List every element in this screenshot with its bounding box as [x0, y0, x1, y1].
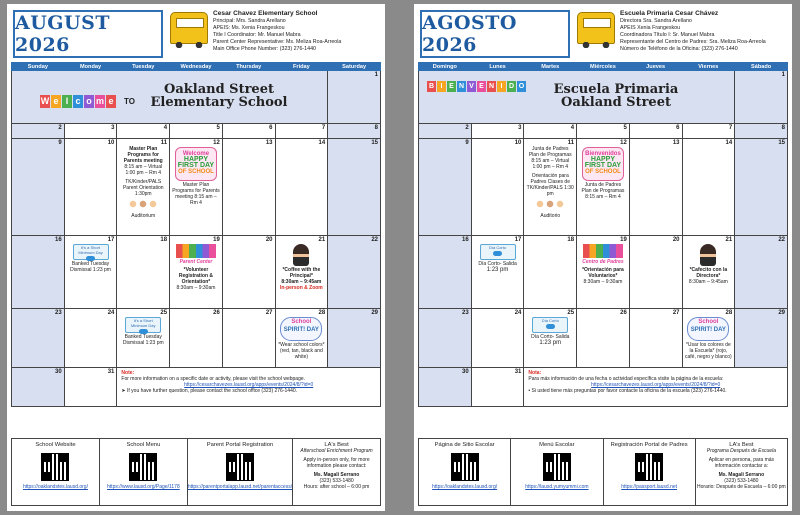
children-icon: [535, 198, 565, 212]
event-time: 8:30am – 9:45am: [281, 279, 322, 285]
spirit-text: SPIRIT! DAY: [690, 327, 726, 333]
day-number: 21: [725, 237, 733, 243]
day-number: 3: [111, 125, 115, 131]
day-cell: [419, 368, 472, 407]
day-cell: [682, 309, 735, 368]
letter-tile: e: [51, 95, 61, 108]
badge-text: HAPPY FIRST DAY: [177, 156, 215, 169]
event-text: Banked Tuesday Dismissal 1:23 pm: [70, 261, 111, 273]
letter-tile: B: [428, 83, 435, 90]
day-number: 15: [371, 140, 378, 146]
bullet-icon: •: [528, 388, 532, 394]
day-cell: [471, 124, 524, 139]
day-number: 8: [374, 125, 378, 131]
day-cell: [328, 71, 381, 124]
day-cell: [275, 236, 328, 309]
day-header: Miércoles: [577, 63, 630, 71]
day-number: 28: [725, 310, 733, 316]
day-cell: [735, 309, 788, 368]
footer-title: LA's Best: [729, 442, 754, 448]
notes-cell: [117, 368, 381, 407]
qr-code-icon: [451, 453, 479, 481]
event-text: Master Plan Programs for Parents meeting 8:15 am – Rm 4: [172, 182, 220, 206]
day-cell: [629, 236, 682, 309]
day-number: 16: [462, 237, 469, 243]
day-cell: [12, 309, 65, 368]
day-cell: [275, 139, 328, 236]
letter-tile: V: [467, 81, 476, 92]
letter-tile: I: [437, 81, 446, 92]
day-number: 14: [725, 140, 733, 146]
day-number: 1: [781, 72, 785, 78]
day-cell: [12, 236, 65, 309]
day-number: 5: [216, 125, 220, 131]
school-info: [620, 10, 790, 53]
logo-text: It's a Short Minimum Day: [78, 245, 103, 255]
qr-code-icon: [226, 453, 254, 481]
day-cell: [524, 124, 577, 139]
qr-code-icon: [635, 453, 663, 481]
day-header: Jueves: [629, 63, 682, 71]
day-number: 27: [672, 310, 680, 316]
welcome-banner-cell: [12, 71, 328, 124]
day-number: 9: [465, 140, 469, 146]
day-cell: [419, 139, 472, 236]
footer-cell: [511, 439, 603, 505]
badge-text: OF SCHOOL: [585, 169, 621, 175]
footer-title: School Menu: [126, 442, 161, 448]
school-bus-icon: [170, 12, 208, 44]
bienvenido-letters: [427, 81, 527, 92]
day-cell: [524, 236, 577, 309]
day-number: 26: [620, 310, 627, 316]
badge-text: Bienvenidos: [585, 151, 621, 157]
day-number: 8: [781, 125, 785, 131]
day-cell: [735, 71, 788, 124]
day-number: 9: [58, 140, 62, 146]
day-cell: [12, 368, 65, 407]
info-line: APEIS Xenia Frangeskou: [620, 24, 681, 31]
contact-phone: (323) 533-1480: [724, 478, 759, 484]
day-number: 23: [55, 310, 62, 316]
day-cell: [328, 309, 381, 368]
day-header: Sunday: [12, 63, 65, 71]
footer-cell-las-best: [696, 439, 787, 505]
footer-title: Registración Portal de Padres: [610, 442, 688, 448]
children-icon: [128, 198, 158, 212]
day-cell: [471, 368, 524, 407]
contact-hours: Horario: Después de Escuela – 6:00 pm: [697, 484, 786, 490]
day-cell: [328, 236, 381, 309]
principal-icon: [700, 244, 716, 266]
event-text: Día Corto- Salida: [531, 334, 570, 340]
spirit-day-icon: [280, 317, 322, 341]
spirit-day-icon: [687, 317, 729, 341]
footer-title: Página de Sitio Escolar: [434, 442, 495, 448]
day-cell: [117, 309, 170, 368]
resource-footer: [11, 438, 381, 506]
day-header: Thursday: [222, 63, 275, 71]
day-number: 7: [321, 125, 326, 131]
letter-tile: O: [518, 83, 525, 90]
logo-text: Día Corto: [541, 318, 559, 323]
calendar-page-spanish: [414, 4, 792, 511]
day-number: 2: [465, 125, 469, 131]
day-cell: [170, 236, 223, 309]
day-number: 12: [213, 140, 220, 146]
day-number: 29: [778, 310, 785, 316]
info-line: Principal: Mrs. Sandra Arellano: [213, 18, 286, 24]
note-text: If you have further question, please contact the school office (323) 276-1440.: [127, 388, 298, 394]
letter-tile: D: [508, 83, 515, 90]
day-number: 12: [620, 140, 627, 146]
day-cell: [170, 139, 223, 236]
day-number: 14: [318, 140, 326, 146]
principal-icon: [293, 244, 309, 266]
footer-cell: [604, 439, 696, 505]
day-number: 25: [160, 310, 168, 316]
letter-tile: e: [106, 95, 116, 108]
badge-text: Welcome: [182, 151, 210, 157]
footer-title: School Website: [35, 442, 76, 448]
qr-code-icon: [543, 453, 571, 481]
footer-link[interactable]: https://parentportalapp.lausd.net/parentaccess/: [187, 484, 293, 490]
footer-body: Aplicar en persona, para más información contactar a:: [708, 457, 775, 469]
event-title: *Volunteer Registration & Orientation*: [178, 267, 214, 285]
day-cell: [577, 309, 630, 368]
day-cell: [64, 139, 117, 236]
day-number: 11: [567, 140, 575, 146]
footer-subtitle: Afterschool Enrichment Program: [300, 448, 373, 454]
day-cell: [222, 236, 275, 309]
welcome-banner-cell: [419, 71, 735, 124]
day-number: 21: [318, 237, 326, 243]
footer-cell: [12, 439, 100, 505]
short-day-logo-icon: [480, 244, 516, 260]
footer-title: Menú Escolar: [539, 442, 575, 448]
letter-tile: N: [488, 83, 495, 90]
logo-text: It's a Short Minimum Day: [131, 318, 156, 328]
calendar-grid: [11, 62, 381, 407]
day-cell: [222, 124, 275, 139]
note-text: Para más información de una fecha o actividad específica visite la página de la escuela:: [528, 376, 724, 382]
footer-title: Parent Portal Registration: [206, 442, 274, 448]
letter-tile: N: [458, 83, 465, 90]
day-cell: [735, 236, 788, 309]
day-number: 16: [55, 237, 62, 243]
day-cell: [170, 124, 223, 139]
day-cell: [577, 124, 630, 139]
note-label: Note:: [121, 370, 135, 376]
footer-subtitle: Programa Después de Escuela: [706, 448, 776, 454]
day-header: Friday: [275, 63, 328, 71]
day-header: Sábado: [735, 63, 788, 71]
info-line: Número de Teléfono de la Oficina: (323) 276-1440: [620, 45, 738, 52]
day-number: 22: [371, 237, 378, 243]
info-line: Title I Coordinator: Mr. Manuel Mabra: [213, 31, 301, 38]
day-cell: [117, 124, 170, 139]
event-text: Master Plan Programs for Parents meeting: [123, 146, 163, 164]
event-title: *Cafecito con la Directora*: [689, 267, 728, 279]
school-events-link[interactable]: https://cesarchavezes.lausd.org/apps/events/2024/8/?id=0: [591, 382, 721, 388]
qr-code-icon: [41, 453, 69, 481]
event-text: Banked Tuesday Dismissal 1:23 pm: [122, 334, 164, 346]
event-text: Orientación para Padres Clases de TK/Kinder/PALS 1:30 pm: [526, 173, 574, 197]
day-cell: [328, 124, 381, 139]
event-text: *Usar los colores de la Escuela* (rojo, café, negro y blanco): [685, 342, 732, 360]
day-cell: [629, 124, 682, 139]
day-number: 27: [265, 310, 273, 316]
letter-tile: E: [447, 81, 456, 92]
day-cell: [419, 309, 472, 368]
day-number: 4: [163, 125, 168, 131]
event-text: Junta de Padres Plan de Programas 8:15 am – Rm 4: [581, 182, 625, 200]
day-cell: [275, 124, 328, 139]
day-number: 6: [269, 125, 273, 131]
day-number: 19: [620, 237, 627, 243]
day-cell: [735, 124, 788, 139]
note-text: For more information on a specific date or activity, please visit the school webpage.: [121, 376, 306, 382]
to-label: TO: [124, 97, 135, 106]
day-number: 30: [55, 369, 62, 375]
day-cell: [328, 139, 381, 236]
day-cell: [471, 236, 524, 309]
spirit-text: School: [698, 319, 719, 325]
calendar-page-english: [7, 4, 385, 511]
day-cell: [64, 236, 117, 309]
month-title: AUGUST 2026: [13, 10, 163, 58]
parent-center-label: Centro de Padres: [582, 259, 624, 265]
day-cell: [629, 139, 682, 236]
footer-cell: [100, 439, 188, 505]
school-name: Cesar Chavez Elementary School: [213, 10, 318, 17]
day-number: 6: [676, 125, 680, 131]
day-number: 13: [265, 140, 273, 146]
day-number: 30: [462, 369, 469, 375]
spirit-text: SPIRIT! DAY: [283, 327, 319, 333]
day-header: Wednesday: [170, 63, 223, 71]
day-cell: [524, 139, 577, 236]
month-title: AGOSTO 2026: [420, 10, 570, 58]
footer-link[interactable]: https://oaklandstes.lausd.org/: [22, 484, 88, 490]
info-line: Coordinadora Título I: Sr. Manuel Mabra: [620, 31, 715, 38]
day-cell: [64, 368, 117, 407]
day-number: 28: [318, 310, 326, 316]
letter-tile: m: [95, 96, 104, 106]
day-cell: [471, 139, 524, 236]
day-header: Viernes: [682, 63, 735, 71]
day-number: 13: [672, 140, 680, 146]
bullet-icon: ➤: [121, 388, 127, 394]
day-cell: [170, 309, 223, 368]
day-cell: [419, 236, 472, 309]
day-number: 31: [107, 369, 115, 375]
day-cell: [682, 139, 735, 236]
day-cell: [419, 124, 472, 139]
letter-tile: E: [477, 81, 486, 92]
event-time: 8:30am – 9:30am: [176, 285, 216, 291]
welcome-banner: [40, 83, 360, 123]
letter-tile: W: [40, 96, 50, 106]
footer-cell: [188, 439, 293, 505]
footer-link[interactable]: https://lausd.yumyummi.com: [525, 484, 589, 490]
event-text: Junta de Padres Plan de Programas 8:15 am – Virtual 1:00 pm – Rm 4: [528, 146, 572, 170]
event-time: 1:23 pm: [486, 267, 509, 273]
day-header: Monday: [64, 63, 117, 71]
info-line: Main Office Phone Number: (323) 276-1440: [213, 45, 316, 52]
short-day-logo-icon: [125, 317, 161, 333]
day-header: Tuesday: [117, 63, 170, 71]
day-number: 23: [462, 310, 469, 316]
letter-tile: c: [73, 95, 83, 108]
school-info: [213, 10, 383, 53]
day-number: 20: [265, 237, 273, 243]
event-text: Día Corto- Salida: [478, 261, 517, 267]
first-day-badge-icon: [582, 147, 624, 181]
day-number: 10: [107, 140, 115, 146]
spirit-text: School: [291, 319, 312, 325]
day-cell: [12, 124, 65, 139]
day-number: 22: [778, 237, 785, 243]
day-header: Lunes: [471, 63, 524, 71]
day-cell: [12, 139, 65, 236]
notes-cell: [524, 368, 788, 407]
footer-cell: [419, 439, 511, 505]
day-number: 29: [371, 310, 378, 316]
footer-title: LA's Best: [324, 442, 349, 448]
day-number: 25: [567, 310, 575, 316]
contact-hours: Hours: after school – 6:00 pm: [303, 484, 370, 490]
day-cell: [117, 139, 170, 236]
calendar-grid: [418, 62, 788, 407]
day-cell: [524, 309, 577, 368]
school-events-link[interactable]: https://cesarchavezes.lausd.org/apps/events/2024/8/?id=0: [184, 382, 314, 388]
event-title: *Orientación para Voluntarios*: [582, 267, 624, 279]
parent-center-icon: [176, 244, 216, 258]
day-cell: [577, 236, 630, 309]
day-number: 7: [728, 125, 733, 131]
first-day-badge-icon: [175, 147, 217, 181]
day-number: 17: [107, 237, 115, 243]
school-name: Escuela Primaria Cesar Chávez: [620, 10, 719, 17]
day-cell: [735, 139, 788, 236]
letter-tile: I: [497, 81, 506, 92]
welcome-banner: [427, 81, 747, 121]
qr-code-icon: [129, 453, 157, 481]
event-text: TK/Kinder/PALS Parent Orientation 1:30pm: [122, 179, 164, 197]
event-time: 8:30am – 9:45am: [688, 279, 728, 285]
day-header: Saturday: [328, 63, 381, 71]
day-number: 31: [514, 369, 522, 375]
parent-center-icon: [583, 244, 623, 258]
letter-tile: l: [62, 95, 72, 108]
day-cell: [682, 124, 735, 139]
school-bus-icon: [577, 12, 615, 44]
day-number: 11: [160, 140, 168, 146]
short-day-logo-icon: [532, 317, 568, 333]
day-cell: [117, 236, 170, 309]
day-cell: [64, 309, 117, 368]
day-cell: [64, 124, 117, 139]
day-header: Domingo: [419, 63, 472, 71]
event-title: [117, 146, 169, 164]
banner-title: Escuela Primaria Oakland Street: [553, 82, 679, 110]
footer-link[interactable]: https://oaklandstes.lausd.org/: [432, 484, 498, 490]
logo-text: Día Corto: [488, 245, 507, 250]
info-line: Parent Center Representative: Ms. Meliza Roa-Arreola: [213, 38, 342, 45]
day-number: 26: [213, 310, 220, 316]
contact-phone: (323) 533-1480: [319, 478, 354, 484]
day-cell: [629, 309, 682, 368]
footer-cell-las-best: [293, 439, 380, 505]
info-line: Directora Sra. Sandra Arellano: [620, 18, 692, 24]
day-cell: [275, 309, 328, 368]
event-time: 1:23 pm: [539, 340, 562, 346]
event-location: Auditorio: [540, 213, 561, 219]
day-number: 18: [160, 237, 168, 243]
day-cell: [471, 309, 524, 368]
short-day-logo-icon: [73, 244, 109, 260]
day-number: 19: [213, 237, 220, 243]
badge-text: HAPPY FIRST DAY: [584, 156, 622, 169]
day-number: 17: [514, 237, 522, 243]
day-number: 24: [107, 310, 115, 316]
event-title: *Coffee with the Principal*: [282, 267, 321, 279]
letter-tile: o: [84, 95, 94, 108]
day-number: 24: [514, 310, 522, 316]
event-time: 8:30am – 9:30am: [583, 279, 623, 285]
day-number: 1: [374, 72, 378, 78]
info-line: APEIS: Ms. Xenia Frangeskou: [213, 24, 285, 31]
day-number: 3: [518, 125, 522, 131]
day-number: 2: [58, 125, 62, 131]
footer-body: Apply in-person only, for more information please contact:: [303, 457, 370, 469]
day-cell: [577, 139, 630, 236]
note-text: Si usted tiene más preguntas por favor contacte la oficina de la escuela (323) 276-1440.: [531, 388, 727, 394]
info-line: Representante del Centro de Padres: Sra. Meliza Roa-Arreola: [620, 38, 766, 45]
day-cell: [682, 236, 735, 309]
day-number: 10: [514, 140, 522, 146]
banner-title: Oakland Street Elementary School: [150, 82, 288, 110]
parent-center-label: Parent Center: [179, 259, 213, 265]
badge-text: OF SCHOOL: [178, 169, 214, 175]
resource-footer: [418, 438, 788, 506]
day-number: 15: [778, 140, 785, 146]
note-label: Nota:: [528, 370, 542, 376]
day-cell: [222, 309, 275, 368]
day-header: Martes: [524, 63, 577, 71]
event-text: *Wear school colors* (red, tan, black and white): [278, 342, 325, 360]
day-number: 20: [672, 237, 680, 243]
day-number: 18: [567, 237, 575, 243]
contact-name: Ms. Magali Serrano: [718, 472, 765, 478]
footer-link[interactable]: https://www.lausd.org/Page/1178: [107, 484, 180, 490]
footer-link[interactable]: https://passport.lausd.net: [621, 484, 678, 490]
event-time: 8:15 am – Virtual 1:00 pm – Rm 4: [124, 164, 163, 176]
welcome-letters: [40, 95, 117, 108]
event-note: In-person & Zoom: [279, 285, 323, 291]
day-number: 5: [623, 125, 627, 131]
event-location: Auditorium: [131, 213, 156, 219]
contact-name: Ms. Magali Serrano: [313, 472, 360, 478]
day-cell: [222, 139, 275, 236]
day-number: 4: [570, 125, 575, 131]
